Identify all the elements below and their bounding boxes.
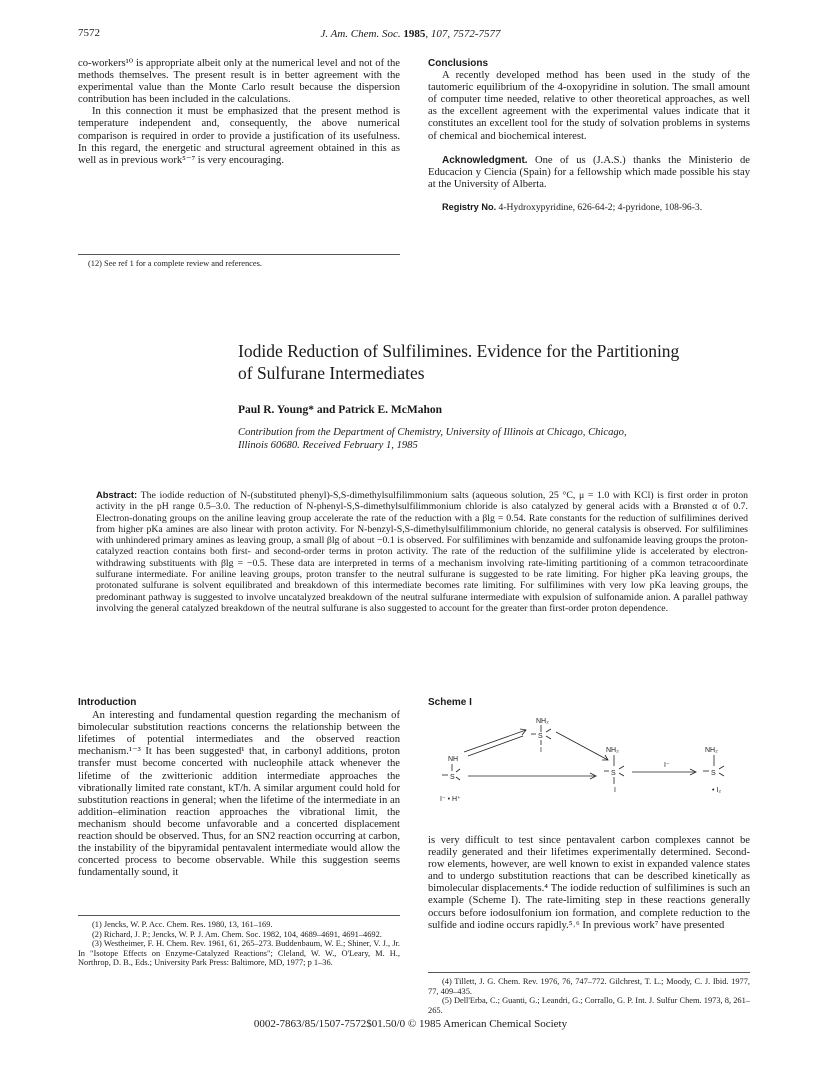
prev-paragraph-1: co-workers¹⁰ is appropriate albeit only at the numerical level and not of the methods themselves. The present result is in better agreement with the experimental value than the Monte Carlo result because the dispersion contribution has been included in the calculations. — [78, 58, 400, 106]
abstract — [96, 489, 748, 614]
registry-numbers: Registry No. 4-Hydroxypyridine, 626-64-2; 4-pyridone, 108-96-3. — [442, 201, 703, 213]
authors: Paul R. Young* and Patrick E. McMahon — [238, 404, 443, 416]
scheme-top-s: S — [538, 733, 543, 740]
footnote-rule-left — [78, 915, 400, 916]
footnote-rule — [78, 254, 400, 255]
scheme-right-s: S — [711, 770, 716, 777]
title-line-1: Iodide Reduction of Sulfilimines. Evidence for the Partitioning — [238, 341, 680, 361]
running-header: J. Am. Chem. Soc. 1985, 107, 7572-7577 — [320, 28, 501, 40]
scheme-top-nh2: NH₂ — [536, 718, 549, 725]
scheme-mid-i: I — [614, 787, 616, 794]
footnote-3: (3) Westheimer, F. H. Chem. Rev. 1961, 61, 265–273. Buddenbaum, W. E.; Shiner, V. J., Jr. In "Isotope Effects on Enzyme-Catalyzed Reactions"; Cleland, W. W., O'Leary, M. H., Northrop, D. B., Eds.; University Park Press: Baltimore, MD, 1977; p 1–36. — [78, 939, 400, 968]
scheme-right-nh2: NH₂ — [705, 747, 718, 754]
copyright-line: 0002-7863/85/1507-7572$01.50/0 © 1985 American Chemical Society — [253, 1018, 568, 1030]
scheme-mid-s: S — [611, 770, 616, 777]
affiliation: Contribution from the Department of Chemistry, University of Illinois at Chicago, Chicago, Illinois 60680. Received February 1, 1985 — [238, 427, 627, 451]
footnote-4: (4) Tillett, J. G. Chem. Rev. 1976, 76, 747–772. Gilchrest, T. L.; Moody, C. J. Ibid. 1977, 77, 409–435. — [428, 977, 750, 996]
intro-column — [78, 697, 400, 879]
journal-name: J. Am. Chem. Soc. — [320, 28, 401, 40]
intro-right-text: is very difficult to test since pentavalent carbon complexes cannot be readily generated and their lifetimes experimentally determined. Second-row elements, however, are well known to exist in expanded valence states and to undergo substitution reactions that can be described kinetically as bimolecular displacements.⁴ The iodide reduction of sulfilimines is such an example (Scheme I). The rate-limiting step in these reactions generally occurs before iodosulfonium ion formation, and complete reduction to the sulfide and iodine occurs rapidly.⁵˒⁶ In previous work⁷ have presented — [428, 835, 750, 931]
footnote-2: (2) Richard, J. P.; Jencks, W. P. J. Am. Chem. Soc. 1982, 104, 4689–4691, 4691–4692. — [92, 929, 382, 939]
footnote-rule-right — [428, 972, 750, 973]
scheme-top-i: I — [540, 747, 542, 754]
prev-footnote-12: (12) See ref 1 for a complete review and references. — [88, 259, 262, 268]
scheme-left-nh: NH — [448, 756, 459, 763]
intro-text: An interesting and fundamental question regarding the mechanism of bimolecular substitution reactions concerns the relationship between the lifetimes of potential intermediates and the observed reaction mechanism.¹⁻³ It has been suggested¹ that, in carbonyl additions, proton transfer must become concerted with nucleophile attack whenever the lifetime of the zwitterionic addition intermediate approaches the vibrationally limited rate constant, kT/h. A similar argument could hold for substitution reactions in general; when the lifetime of the intermediate in an addition–elimination reaction approaches the vibrational limit, the mechanism should become unfavorable and a concerted displacement reaction should be observed. Thus, for an SN2 reaction occurring at carbon, the instability of the bipyramidal pentavalent intermediate would allow the concerted process to become observable. While this suggestion seems fundamentally sound, it — [78, 710, 400, 879]
abstract-heading: Abstract: — [96, 489, 138, 500]
scheme-right-i2: • I₂ — [712, 787, 722, 794]
scheme-label: Scheme I — [428, 697, 472, 708]
prev-left-column — [78, 58, 400, 167]
scheme-diagram — [428, 712, 750, 830]
footnotes-left — [78, 920, 400, 968]
footnotes-right — [428, 977, 750, 1015]
scheme-left-s: S — [450, 774, 455, 781]
title-line-2: of Sulfurane Intermediates — [238, 363, 425, 383]
journal-volume-pages: 107, 7572-7577 — [430, 28, 501, 40]
prev-paragraph-2: In this connection it must be emphasized that the present method is temperature independent and, consequently, the above numerical comparison is required in order to provide a justification of its usefulness. In this regard, the energetic and structural agreement obtained in this as well as in previous work⁵⁻⁷ is very encouraging. — [78, 106, 400, 166]
scheme-arrow-label: I⁻ — [664, 762, 670, 769]
scheme-left-ions: I⁻ • H⁺ — [440, 796, 461, 803]
acknowledgment: Acknowledgment. One of us (J.A.S.) thanks the Ministerio de Educacion y Ciencia (Spain) for a fellowship which made possible his stay at the University of Alberta. — [428, 154, 750, 190]
page-number: 7572 — [78, 27, 100, 39]
prev-right-column — [428, 58, 750, 214]
conclusions-heading: Conclusions — [428, 58, 489, 69]
intro-heading: Introduction — [78, 697, 137, 708]
intro-right-column — [428, 835, 750, 932]
journal-year: 1985 — [403, 28, 426, 40]
article-title — [238, 340, 778, 384]
footnote-1: (1) Jencks, W. P. Acc. Chem. Res. 1980, 13, 161–169. — [92, 920, 273, 929]
scheme-mid-nh2: NH₂ — [606, 747, 619, 754]
abstract-text: The iodide reduction of N-(substituted phenyl)-S,S-dimethylsulfilimmonium salts (aqueous solution, 25 °C, μ = 1.0 with KCl) is first order in proton activity in the pH range 0.5–3.0. The reduction of N-phenyl-S,S-dimethylsulfilimmonium chloride is also catalyzed by general acids with a Brønsted α of 0.7. Electron-donating groups on the aniline leaving group accelerate the rate of the reduction with a βlg = 0.54. Rate constants for the reduction of sulfilimines derived from higher pKa amines are also linear with proton activity. For N-benzyl-S,S-dimethylsulfilimmonium chloride, no general catalysis is observed. For sulfilimines with unhindered primary amines as leaving group, a small βlg of about −0.1 is observed. For sulfilimines with benzamide and sulfonamide leaving groups the proton-catalyzed reaction contains both first- and second-order terms in proton activity. The rate of the reduction of the sulfilimine ylide is accelerated by electron-withdrawing substituents with βlg = −0.5. These data are interpreted in terms of a mechanism involving rate-limiting partitioning of a common tetracoordinate sulfurane intermediate. For aniline leaving groups, proton transfer to the neutral sulfurane is suggested to be rate limiting. For higher pKa leaving groups, the protonated sulfurane is solvent equilibrated and breakdown of this intermediate becomes rate limiting. For sulfilimines with very low pKa leaving groups, the predominant pathway is suggested to involve uncatalyzed breakdown of the neutral sulfurane intermediate with expulsion of sulfonamide anion. A parallel pathway involving the general catalyzed breakdown of the neutral sulfurane is also suggested to account for the greater than first-order proton dependence. — [96, 490, 749, 614]
conclusions-text: A recently developed method has been used in the study of the tautomeric equilibrium of the 4-oxopyridine in solution. The small amount of computer time needed, relative to other theoretical approaches, as well as the excellent agreement with the experimental values indicate that it constitutes an excellent tool for the study of solvation problems in systems of chemical and biochemical interest. — [428, 70, 750, 142]
footnote-5: (5) Dell'Erba, C.; Guanti, G.; Leandri, G.; Corrallo, G. P. Int. J. Sulfur Chem. 1973, 8, 261–265. — [428, 996, 750, 1015]
